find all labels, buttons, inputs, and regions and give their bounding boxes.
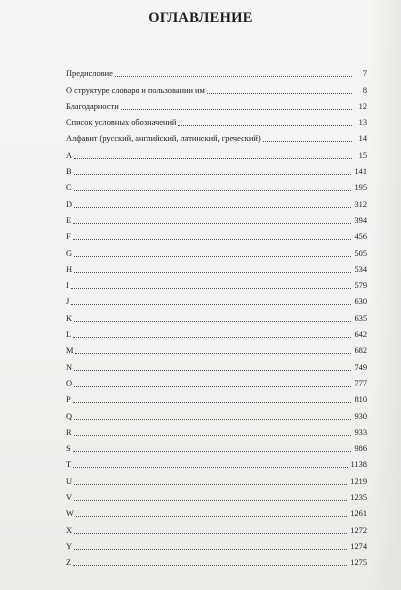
toc-entry-page: 14 [358,134,367,144]
dot-leader [178,125,352,126]
toc-entry[interactable] [66,389,367,405]
toc-entry-label: Алфавит (русский, английский, латинский, греческий) [66,134,261,144]
toc-entry[interactable] [66,291,367,307]
toc-entry-label: L [66,330,72,340]
dot-leader [263,141,352,142]
page-title: ОГЛАВЛЕНИЕ [148,10,253,26]
toc-entry-page: 8 [362,85,367,95]
toc-entry-page: 394 [354,215,367,225]
toc-entry-label: Список условных обозначений [66,118,177,128]
dot-leader [74,321,351,322]
toc-entry[interactable] [66,128,367,144]
dot-leader [73,402,352,403]
toc-entry-label: E [66,215,72,225]
toc-entry-label: Q [66,411,73,421]
dot-leader [74,386,351,387]
toc-entry[interactable] [66,226,367,242]
toc-entry-page: 13 [358,118,367,128]
dot-leader [73,565,347,566]
toc-entry-page: 1272 [350,525,367,535]
toc-entry-label: Z [66,558,72,568]
toc-entry[interactable] [66,405,367,421]
toc-entry[interactable] [66,519,367,535]
toc-entry[interactable] [66,552,367,568]
toc-entry-label: H [66,264,73,274]
toc-entry-label: P [66,395,71,405]
dot-leader [115,76,352,77]
toc-entry-label: J [66,297,70,307]
toc-entry-page: 777 [354,378,367,388]
toc-entry-page: 933 [354,427,367,437]
toc-entry[interactable] [66,503,367,519]
toc-entry-page: 534 [354,264,367,274]
toc-entry-label: О структуре словаря и пользовании им [66,85,205,95]
toc-entry-page: 195 [354,183,367,193]
toc-entry-page: 15 [358,150,367,160]
toc-entry-label: X [66,525,73,535]
toc-entry[interactable] [66,193,367,209]
toc-entry-label: N [66,362,73,372]
toc-entry-label: O [66,378,73,388]
dot-leader [207,93,352,94]
toc-entry[interactable] [66,470,367,486]
dot-leader [71,304,351,305]
toc-entry[interactable] [66,242,367,258]
dot-leader [74,533,347,534]
toc-entry-page: 312 [354,199,367,209]
dot-leader [73,239,352,240]
toc-entry[interactable] [66,324,367,340]
toc-entry-label: R [66,427,72,437]
dot-leader [121,109,352,110]
toc-entry[interactable] [66,144,367,160]
dot-leader [74,435,352,436]
toc-entry-label: K [66,313,73,323]
toc-entry[interactable] [66,259,367,275]
toc-entry[interactable] [66,422,367,438]
toc-entry-page: 986 [354,444,367,454]
toc-entry-page: 635 [354,313,367,323]
toc-entry-label: A [66,150,73,160]
dot-leader [74,256,351,257]
toc-entry[interactable] [66,340,367,356]
toc-entry-label: Благодарности [66,101,119,111]
dot-leader [74,158,352,159]
dot-leader [76,516,347,517]
toc-entry-label: C [66,183,72,193]
toc-entry-label: G [66,248,73,258]
table-of-contents [66,63,367,568]
dot-leader [74,272,351,273]
dot-leader [73,451,352,452]
toc-entry-page: 141 [354,167,367,177]
toc-entry-page: 630 [354,297,367,307]
toc-entry[interactable] [66,356,367,372]
toc-entry-page: 579 [354,281,367,291]
dot-leader [74,419,351,420]
toc-entry-page: 1138 [350,460,367,470]
toc-entry[interactable] [66,96,367,112]
toc-entry-page: 1274 [350,541,367,551]
toc-entry-page: 1261 [350,509,367,519]
toc-entry[interactable] [66,536,367,552]
toc-entry-page: 1275 [350,558,367,568]
toc-entry-page: 930 [354,411,367,421]
toc-entry[interactable] [66,275,367,291]
toc-entry-label: Предисловие [66,69,113,79]
toc-entry-label: M [66,346,74,356]
dot-leader [74,484,347,485]
dot-leader [73,337,351,338]
toc-entry-page: 505 [354,248,367,258]
toc-entry-page: 1219 [350,476,367,486]
toc-entry[interactable] [66,210,367,226]
toc-entry[interactable] [66,307,367,323]
toc-entry-label: S [66,444,71,454]
dot-leader [75,353,351,354]
toc-entry-label: U [66,476,73,486]
toc-entry-label: I [66,281,69,291]
toc-entry[interactable] [66,454,367,470]
dot-leader [71,288,352,289]
page-edge-shadow [371,0,401,590]
toc-entry[interactable] [66,373,367,389]
toc-entry-label: Y [66,541,73,551]
toc-entry-page: 12 [358,101,367,111]
toc-entry[interactable] [66,63,367,79]
toc-entry-page: 1235 [350,493,367,503]
dot-leader [74,190,352,191]
toc-entry-page: 456 [354,232,367,242]
toc-entry-label: D [66,199,73,209]
toc-entry-page: 642 [354,330,367,340]
toc-entry[interactable] [66,177,367,193]
toc-entry[interactable] [66,487,367,503]
dot-leader [73,223,351,224]
toc-entry-page: 682 [354,346,367,356]
toc-entry[interactable] [66,161,367,177]
dot-leader [74,549,347,550]
dot-leader [74,500,347,501]
toc-entry-page: 749 [354,362,367,372]
toc-entry[interactable] [66,112,367,128]
dot-leader [74,174,352,175]
toc-entry-page: 810 [354,395,367,405]
toc-entry[interactable] [66,79,367,95]
toc-entry-label: B [66,167,72,177]
toc-entry-label: W [66,509,74,519]
dot-leader [73,467,347,468]
toc-entry-page: 7 [362,69,367,79]
toc-entry-label: T [66,460,72,470]
dot-leader [74,370,351,371]
dot-leader [74,207,351,208]
toc-entry-label: V [66,493,73,503]
toc-entry[interactable] [66,438,367,454]
toc-entry-label: F [66,232,71,242]
